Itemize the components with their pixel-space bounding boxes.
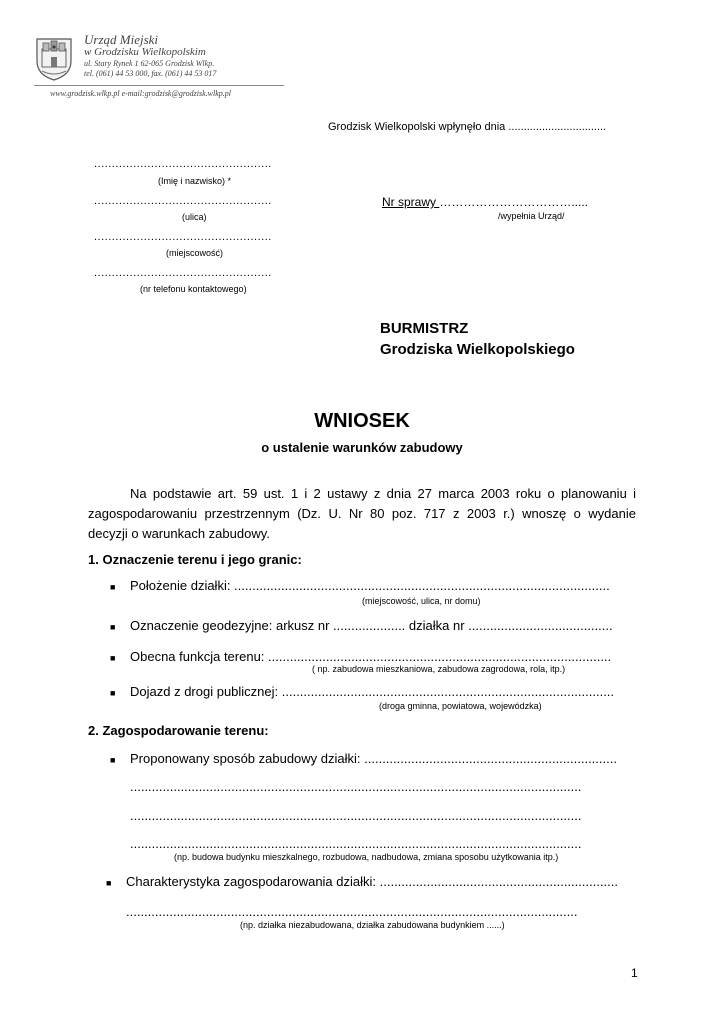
phone-label: (nr telefonu kontaktowego)	[140, 284, 247, 294]
land-use-character-field[interactable]: Charakterystyka zagospodarowania działki: ..................................................................	[126, 874, 619, 889]
page-number: 1	[631, 966, 638, 980]
document-title: WNIOSEK	[314, 410, 410, 432]
land-use-character-line-2[interactable]: .............................................................................................................................	[126, 904, 578, 919]
office-place: w Grodzisku Wielkopolskim	[84, 46, 206, 58]
bullet-icon: ■	[110, 755, 116, 765]
case-number-label: Nr sprawy	[382, 195, 440, 209]
addressee-line2: Grodziska Wielkopolskiego	[380, 341, 575, 358]
city-label: (miejscowość)	[166, 248, 224, 258]
addressee-line1: BURMISTRZ	[380, 320, 469, 337]
bullet-icon: ■	[110, 653, 116, 663]
proposed-development-line-3[interactable]: .............................................................................................................................	[130, 808, 582, 823]
road-access-hint: (droga gminna, powiatowa, wojewódzka)	[379, 701, 542, 711]
office-web: www.grodzisk.wlkp.pl e-mail:grodzisk@grodzisk.wlkp.pl	[50, 89, 231, 98]
location-hint: (miejscowość, ulica, nr domu)	[362, 596, 481, 606]
bullet-icon: ■	[110, 582, 116, 592]
intro-line-3: decyzji o warunkach zabudowy.	[88, 526, 270, 541]
current-function-field[interactable]: Obecna funkcja terenu: ...............................................................................................	[130, 649, 612, 664]
name-field[interactable]: ..................................................	[94, 158, 272, 170]
section1-heading: 1. Oznaczenie terenu i jego granic:	[88, 552, 302, 567]
office-name: Urząd Miejski	[84, 32, 159, 47]
proposed-development-field[interactable]: Proponowany sposób zabudowy działki: ......................................................................	[130, 751, 617, 766]
phone-field[interactable]: ..................................................	[94, 267, 272, 279]
office-phone: tel. (061) 44 53 000, fax. (061) 44 53 017	[84, 69, 217, 78]
geodetic-field[interactable]: Oznaczenie geodezyjne: arkusz nr .................... działka nr ........................................	[130, 618, 613, 633]
received-date-line: Grodzisk Wielkopolski wpłynęło dnia ................................	[328, 121, 607, 133]
location-field[interactable]: Położenie działki: ........................................................................................................	[130, 578, 610, 593]
proposed-development-line-2[interactable]: .............................................................................................................................	[130, 779, 582, 794]
proposed-development-line-4[interactable]: .............................................................................................................................	[130, 836, 582, 851]
section2-heading: 2. Zagospodarowanie terenu:	[88, 723, 269, 738]
header-divider	[34, 85, 284, 86]
document-subtitle: o ustalenie warunków zabudowy	[261, 440, 463, 455]
proposed-development-hint: (np. budowa budynku mieszkalnego, rozbudowa, nadbudowa, zmiana sposobu użytkowania itp.)	[174, 852, 559, 862]
case-number-note: /wypełnia Urząd/	[498, 211, 565, 221]
street-label: (ulica)	[182, 212, 207, 222]
intro-line-1: Na podstawie art. 59 ust. 1 i 2 ustawy z dnia 27 marca 2003 roku o planowaniu i	[130, 486, 636, 501]
office-address: ul. Stary Rynek 1 62-065 Grodzisk Wlkp.	[84, 59, 215, 68]
intro-line-2: zagospodarowaniu przestrzennym (Dz. U. Nr 80 poz. 717 z 2003 r.) wnoszę o wydanie	[88, 506, 636, 521]
city-field[interactable]: ..................................................	[94, 231, 272, 243]
street-field[interactable]: ..................................................	[94, 195, 272, 207]
current-function-hint: ( np. zabudowa mieszkaniowa, zabudowa zagrodowa, rola, itp.)	[312, 664, 566, 674]
bullet-icon: ■	[110, 622, 116, 632]
land-use-character-hint: (np. działka niezabudowana, działka zabudowana budynkiem ......)	[240, 920, 505, 930]
bullet-icon: ■	[110, 688, 116, 698]
road-access-field[interactable]: Dojazd z drogi publicznej: ............................................................................................	[130, 684, 615, 699]
name-label: (Imię i nazwisko) *	[158, 176, 232, 186]
case-number-field[interactable]: …………………………….....	[439, 195, 589, 209]
bullet-icon: ■	[106, 878, 112, 888]
city-crest	[34, 33, 74, 81]
